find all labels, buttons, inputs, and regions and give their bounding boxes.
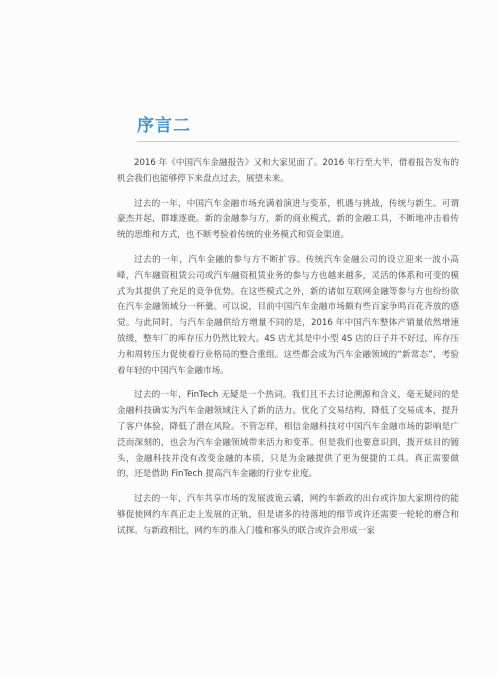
title-divider: [137, 141, 459, 142]
paragraph: 过去的一年，中国汽车金融市场充满着演进与变革，机遇与挑战，传统与新生。可谓豪杰并起，群雄逐鹿。新的金融参与方，新的商业模式，新的金融工具，不断地冲击着传统的思维和方式，也不断考验着传统的业务模式和资金渠道。: [117, 198, 459, 241]
preface-body: [117, 156, 459, 549]
paragraph: 过去的一年，汽车共享市场的发展波诡云谲，网约车新政的出台或许加大家期待的能够促使网约车真正走上发展的正轨，但是诸多的待落地的细节或许还需要一轮轮的磨合和试探。与新政相比，网约车的准入门槛和寡头的联合或许会形成一家: [117, 494, 459, 536]
paragraph: 2016 年《中国汽车金融报告》又和大家见面了。2016 年行至大半，借着报告发布的机会我们也能够停下来盘点过去，展望未来。: [117, 158, 459, 184]
section-title: 序言二: [137, 116, 191, 136]
paragraph: 过去的一年，FinTech 无疑是一个热词。我们且不去讨论溯源和含义，毫无疑问的是金融科技确实为汽车金融领域注入了新的活力。优化了交易结构，降低了交易成本，提升了客户体验，降低了潜在风险。不管怎样，相信金融科技对中国汽车金融市场的影响是广泛而深刻的，也会为汽车金融领域带来活力和变革。但是我们也要意识到，拨开炫目的镀头，金融科技并没有改变金融的本质，只是为金融提供了更为便捷的工具。真正需要做的，还是借助 FinTech 提高汽车金融的行业专业度。: [117, 390, 459, 480]
paragraph: 过去的一年，汽车金融的参与方不断扩容。传统汽车金融公司的设立迎来一波小高峰，汽车融资租赁公司或汽车融资租赁业务的参与方也越来越多，灵活的体系和可变的模式为其提供了充足的竞争优势。在这些模式之外，新的诸如互联网金融等参与方也纷纷欲在汽车金融领域分一杯羹。可以说，目前中国汽车金融市场颇有些百家争鸣百花齐放的感觉。与此同时，与汽车金融供给方增量不同的是，2016 年中国汽车整体产销量依然增速放缓，整车厂的库存压力仍然比较大。4S 店尤其是中小型 4S 店的日子并不好过，库存压力和周转压力促使着行业格局的整合重组。这些都会成为汽车金融领域的“新常态”，考验着年轻的中国汽车金融市场。: [117, 254, 459, 376]
